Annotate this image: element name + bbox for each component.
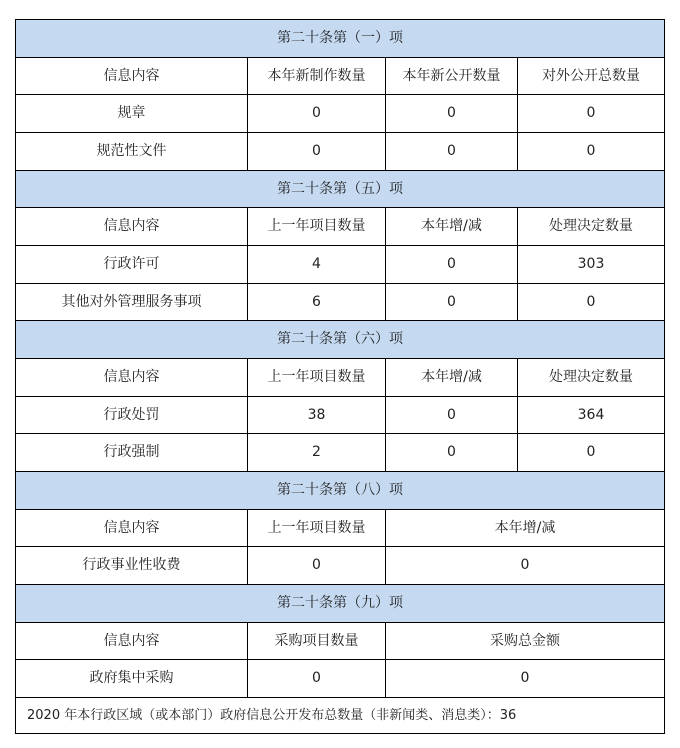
row-label: 行政强制 [16, 434, 248, 472]
cell-value: 0 [386, 284, 518, 321]
cell-value: 0 [386, 547, 665, 585]
column-header: 上一年项目数量 [248, 510, 386, 547]
table-row [16, 246, 665, 284]
cell-value: 6 [248, 284, 386, 321]
table-row [16, 434, 665, 472]
column-header-row [16, 510, 665, 547]
column-header: 对外公开总数量 [518, 58, 665, 95]
section-title: 第二十条第（五）项 [16, 171, 665, 208]
cell-value: 0 [518, 284, 665, 321]
cell-value: 38 [248, 397, 386, 434]
column-header: 信息内容 [16, 359, 248, 397]
row-label: 行政许可 [16, 246, 248, 284]
cell-value: 0 [386, 660, 665, 698]
table-row [16, 133, 665, 171]
section-header-row [16, 171, 665, 208]
column-header: 处理决定数量 [518, 359, 665, 397]
disclosure-table [15, 19, 665, 734]
section-header-row [16, 472, 665, 510]
cell-value: 0 [518, 133, 665, 171]
section-title: 第二十条第（八）项 [16, 472, 665, 510]
footer-row [16, 698, 665, 734]
cell-value: 0 [518, 95, 665, 133]
column-header: 本年增/减 [386, 359, 518, 397]
column-header: 本年新公开数量 [386, 58, 518, 95]
cell-value: 0 [248, 95, 386, 133]
cell-value: 2 [248, 434, 386, 472]
column-header: 上一年项目数量 [248, 208, 386, 246]
cell-value: 0 [248, 547, 386, 585]
cell-value: 0 [518, 434, 665, 472]
cell-value: 4 [248, 246, 386, 284]
column-header: 本年增/减 [386, 208, 518, 246]
cell-value: 0 [386, 397, 518, 434]
total-published-count: 2020 年本行政区域（或本部门）政府信息公开发布总数量（非新闻类、消息类）：36 [16, 698, 665, 734]
row-label: 政府集中采购 [16, 660, 248, 698]
row-label: 行政事业性收费 [16, 547, 248, 585]
section-header-row [16, 321, 665, 359]
column-header: 信息内容 [16, 208, 248, 246]
cell-value: 0 [386, 133, 518, 171]
column-header: 本年增/减 [386, 510, 665, 547]
section-title: 第二十条第（九）项 [16, 585, 665, 623]
column-header-row [16, 623, 665, 660]
column-header-row [16, 359, 665, 397]
table-row [16, 547, 665, 585]
table-row [16, 397, 665, 434]
column-header: 信息内容 [16, 623, 248, 660]
column-header-row [16, 58, 665, 95]
column-header: 处理决定数量 [518, 208, 665, 246]
cell-value: 0 [248, 133, 386, 171]
column-header: 本年新制作数量 [248, 58, 386, 95]
row-label: 其他对外管理服务事项 [16, 284, 248, 321]
column-header: 采购项目数量 [248, 623, 386, 660]
column-header: 上一年项目数量 [248, 359, 386, 397]
column-header: 信息内容 [16, 58, 248, 95]
section-header-row [16, 20, 665, 58]
cell-value: 0 [386, 246, 518, 284]
cell-value: 303 [518, 246, 665, 284]
table-row [16, 660, 665, 698]
cell-value: 0 [248, 660, 386, 698]
column-header: 采购总金额 [386, 623, 665, 660]
cell-value: 364 [518, 397, 665, 434]
row-label: 行政处罚 [16, 397, 248, 434]
row-label: 规章 [16, 95, 248, 133]
cell-value: 0 [386, 95, 518, 133]
cell-value: 0 [386, 434, 518, 472]
column-header-row [16, 208, 665, 246]
table-row [16, 284, 665, 321]
column-header: 信息内容 [16, 510, 248, 547]
section-title: 第二十条第（一）项 [16, 20, 665, 58]
table-row [16, 95, 665, 133]
section-header-row [16, 585, 665, 623]
section-title: 第二十条第（六）项 [16, 321, 665, 359]
row-label: 规范性文件 [16, 133, 248, 171]
